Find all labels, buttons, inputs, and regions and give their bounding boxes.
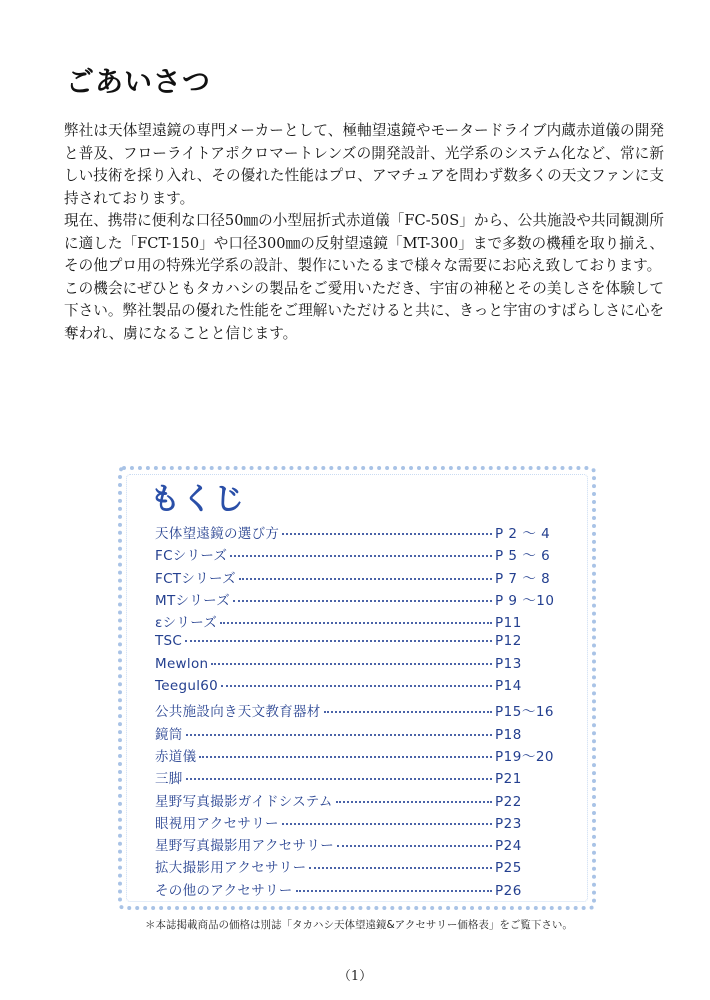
toc-item-page: P11 [495,615,522,632]
toc-item-page: P18 [495,726,522,743]
toc-leader [220,622,492,624]
toc-list [155,522,565,901]
toc-item-label: Mewlon [155,655,209,672]
toc-item-page: P26 [495,882,522,899]
toc-item-page: P13 [495,655,522,672]
toc-item-guide-system[interactable] [155,790,565,812]
toc-item-public-facility[interactable] [155,700,565,722]
toc-item-fct-series[interactable] [155,567,565,589]
toc-item-magnified-photo-accessories[interactable] [155,856,565,878]
toc-leader [211,663,492,665]
toc-item-astrophoto-accessories[interactable] [155,834,565,856]
toc-item-choosing-telescope[interactable] [155,522,565,544]
toc-item-page: P 7 ～ 8 [495,570,551,587]
toc-item-label: 公共施設向き天文教育器材 [155,704,321,721]
toc-item-label: FCTシリーズ [155,570,236,587]
toc-item-equatorial-mount[interactable] [155,745,565,767]
toc-item-label: 拡大撮影用アクセサリー [155,860,307,877]
toc-item-page: P19～20 [495,748,554,765]
toc-item-label: その他のアクセサリー [155,882,293,899]
toc-item-fc-series[interactable] [155,544,565,566]
toc-item-page: P 2 ～ 4 [495,526,551,542]
toc-item-mt-series[interactable] [155,589,565,611]
greeting-title: ごあいさつ [66,65,212,98]
toc-item-page: P25 [495,860,522,877]
toc-item-page: P14 [495,678,522,695]
greeting-paragraph-1: 弊社は天体望遠鏡の専門メーカーとして、極軸望遠鏡やモータードライブ内蔵赤道儀の開発と普及、フローライトアポクロマートレンズの開発設計、光学系のシステム化など、常に新しい技術を採り入れ、その優れた性能はプロ、アマチュアを問わず数多くの天文ファンに支持されております。 [64,122,664,207]
toc-leader [337,845,492,847]
greeting-paragraph-3: この機会にぜひともタカハシの製品をご愛用いただき、宇宙の神秘とその美しさを体験して下さい。弊社製品の優れた性能をご理解いただけると共に、きっと宇宙のすばらしさに心を奪われ、虜になることと信じます。 [64,279,664,342]
toc-item-other-accessories[interactable] [155,879,565,901]
toc-item-label: TSC [155,633,183,650]
toc-leader [221,685,492,687]
toc-leader [309,867,492,869]
toc-item-label: 赤道儀 [155,748,197,765]
toc-leader [336,801,492,803]
toc-item-page: P 5 ～ 6 [495,548,551,565]
greeting-body [64,120,664,345]
toc-leader [185,640,492,642]
toc-item-epsilon-series[interactable] [155,611,565,633]
toc-item-label: 星野写真撮影用アクセサリー [155,838,334,855]
toc-item-page: P23 [495,815,522,832]
toc-item-page: P24 [495,838,522,855]
toc-leader [282,823,492,825]
toc-item-tsc[interactable] [155,633,565,655]
toc-item-label: εシリーズ [155,615,218,632]
toc-item-teegul60[interactable] [155,678,565,700]
toc-item-page: P15～16 [495,704,554,721]
toc-item-label: 天体望遠鏡の選び方 [155,526,280,542]
toc-item-label: 眼視用アクセサリー [155,815,279,832]
toc-leader [233,600,492,602]
toc-item-tripod[interactable] [155,767,565,789]
toc-title: もくじ [150,482,246,517]
toc-item-label: FCシリーズ [155,548,228,565]
toc-leader [296,890,492,892]
toc-leader [186,778,492,780]
toc-leader [282,533,492,535]
toc-item-label: 星野写真撮影ガイドシステム [155,793,333,810]
toc-item-page: P 9 ～10 [495,592,555,609]
toc-item-visual-accessories[interactable] [155,812,565,834]
toc-item-optical-tube[interactable] [155,723,565,745]
toc-leader [230,555,492,557]
toc-item-label: MTシリーズ [155,592,231,609]
toc-leader [199,756,492,758]
page-number: （1） [337,969,373,984]
toc-item-label: 鏡筒 [155,726,183,743]
toc-item-mewlon[interactable] [155,656,565,678]
greeting-paragraph-2: 現在、携帯に便利な口径50㎜の小型屈折式赤道儀「FC-50S」から、公共施設や共同観測所に適した「FCT-150」や口径300㎜の反射望遠鏡「MT-300」まで多数の機種を取り揃え、その他プロ用の特殊光学系の設計、製作にいたるまで様々な需要にお応え致しております。 [64,212,664,274]
toc-leader [186,734,492,736]
toc-item-label: 三脚 [155,771,183,788]
toc-item-page: P12 [495,633,522,650]
toc-item-page: P22 [495,793,522,810]
toc-leader [239,578,492,580]
toc-item-label: Teegul60 [155,678,219,695]
price-list-footnote: ＊本誌掲載商品の価格は別誌「タカハシ天体望遠鏡&アクセサリー価格表」をご覧下さい。 [145,919,573,931]
toc-leader [324,711,492,713]
toc-item-page: P21 [495,771,522,788]
